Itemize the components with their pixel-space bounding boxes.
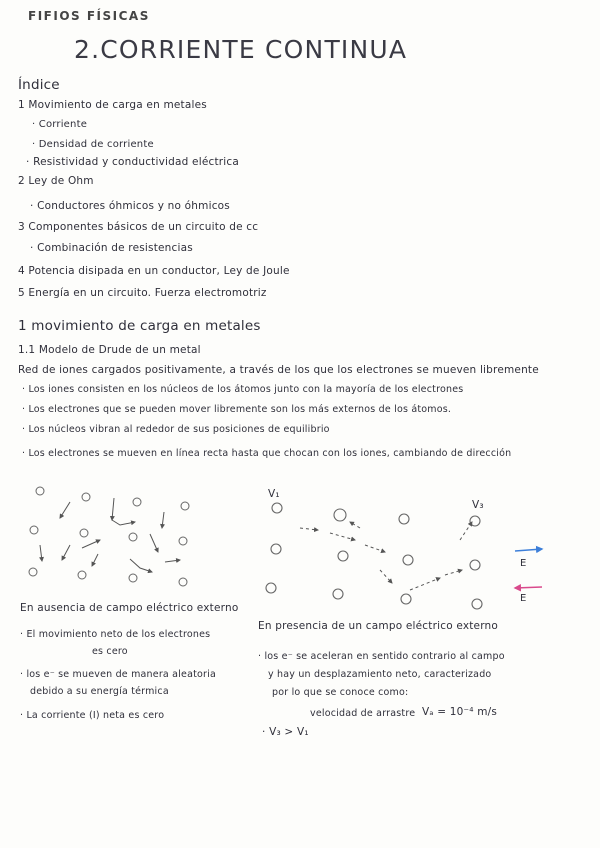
section-bullet: · Los electrones que se pueden mover libremente son los más externos de los átomos.	[22, 404, 452, 415]
velocity-label-v3: V₃	[472, 499, 484, 511]
ion	[272, 503, 282, 513]
ion	[403, 555, 413, 565]
section-bullet: · Los iones consisten en los núcleos de los átomos junto con la mayoría de los electrones	[22, 384, 464, 395]
ion	[333, 589, 343, 599]
ion	[129, 574, 137, 582]
section-intro: Red de iones cargados positivamente, a través de los que los electrones se mueven libremente	[18, 364, 539, 376]
section-bullet: · Los electrones se mueven en línea recta hasta que chocan con los iones, cambiando de dirección	[22, 448, 512, 459]
ion	[470, 516, 480, 526]
index-item: 1 Movimiento de carga en metales	[18, 99, 207, 111]
ion	[401, 594, 411, 604]
index-item: 4 Potencia disipada en un conductor, Ley de Joule	[18, 265, 290, 277]
section-heading: 1 movimiento de carga en metales	[18, 318, 261, 334]
ion	[338, 551, 348, 561]
ion	[133, 498, 141, 506]
index-heading: Índice	[18, 77, 60, 93]
field-label-e: E	[520, 593, 527, 604]
ion	[30, 526, 38, 534]
right-ion-lattice	[266, 503, 482, 609]
ion	[470, 560, 480, 570]
ion	[29, 568, 37, 576]
page-title: 2.CORRIENTE CONTINUA	[74, 35, 408, 64]
right-caption: En presencia de un campo eléctrico externo	[258, 620, 499, 632]
section-bullet: · Los núcleos vibran al rededor de sus posiciones de equilibrio	[22, 424, 330, 435]
left-note: debido a su energía térmica	[30, 686, 169, 697]
drift-velocity-value: Vₐ = 10⁻⁴ m/s	[422, 706, 498, 718]
index-item: · Corriente	[32, 119, 88, 130]
field-label-e: E	[520, 558, 527, 569]
right-note: · los e⁻ se aceleran en sentido contrario al campo	[258, 651, 505, 662]
right-note: · V₃ > V₁	[262, 726, 309, 738]
field-arrow-blue	[515, 549, 542, 551]
right-note: y hay un desplazamiento neto, caracterizado	[268, 669, 492, 680]
left-note: · los e⁻ se mueven de manera aleatoria	[20, 669, 216, 680]
ion	[334, 509, 346, 521]
index-item: · Resistividad y conductividad eléctrica	[26, 156, 240, 168]
ion	[129, 533, 137, 541]
index-item: 2 Ley de Ohm	[18, 175, 94, 187]
ion	[472, 599, 482, 609]
drift-electron-paths	[300, 522, 472, 590]
index-item: 3 Componentes básicos de un circuito de cc	[18, 221, 259, 233]
ion	[78, 571, 86, 579]
right-note: por lo que se conoce como:	[272, 687, 409, 698]
random-electron-paths	[40, 498, 180, 572]
index-item: · Densidad de corriente	[32, 139, 154, 150]
ion	[36, 487, 44, 495]
right-note: velocidad de arrastre	[310, 708, 416, 719]
ion	[271, 544, 281, 554]
left-ion-lattice	[29, 487, 189, 586]
velocity-label-v1: V₁	[268, 488, 280, 500]
subsection-heading: 1.1 Modelo de Drude de un metal	[18, 344, 201, 356]
left-note: es cero	[92, 646, 128, 657]
ion	[82, 493, 90, 501]
ion	[179, 537, 187, 545]
ion	[80, 529, 88, 537]
index-item: · Combinación de resistencias	[30, 242, 193, 254]
left-note: · El movimiento neto de los electrones	[20, 629, 211, 640]
left-caption: En ausencia de campo eléctrico externo	[20, 602, 239, 614]
index-item: · Conductores óhmicos y no óhmicos	[30, 200, 230, 212]
ion	[181, 502, 189, 510]
ion	[266, 583, 276, 593]
ion	[399, 514, 409, 524]
subject-label: FIFIOS FÍSICAS	[28, 9, 150, 23]
field-arrow-pink	[515, 587, 542, 588]
ion	[179, 578, 187, 586]
index-item: 5 Energía en un circuito. Fuerza electromotriz	[18, 287, 267, 299]
left-note: · La corriente (I) neta es cero	[20, 710, 165, 721]
